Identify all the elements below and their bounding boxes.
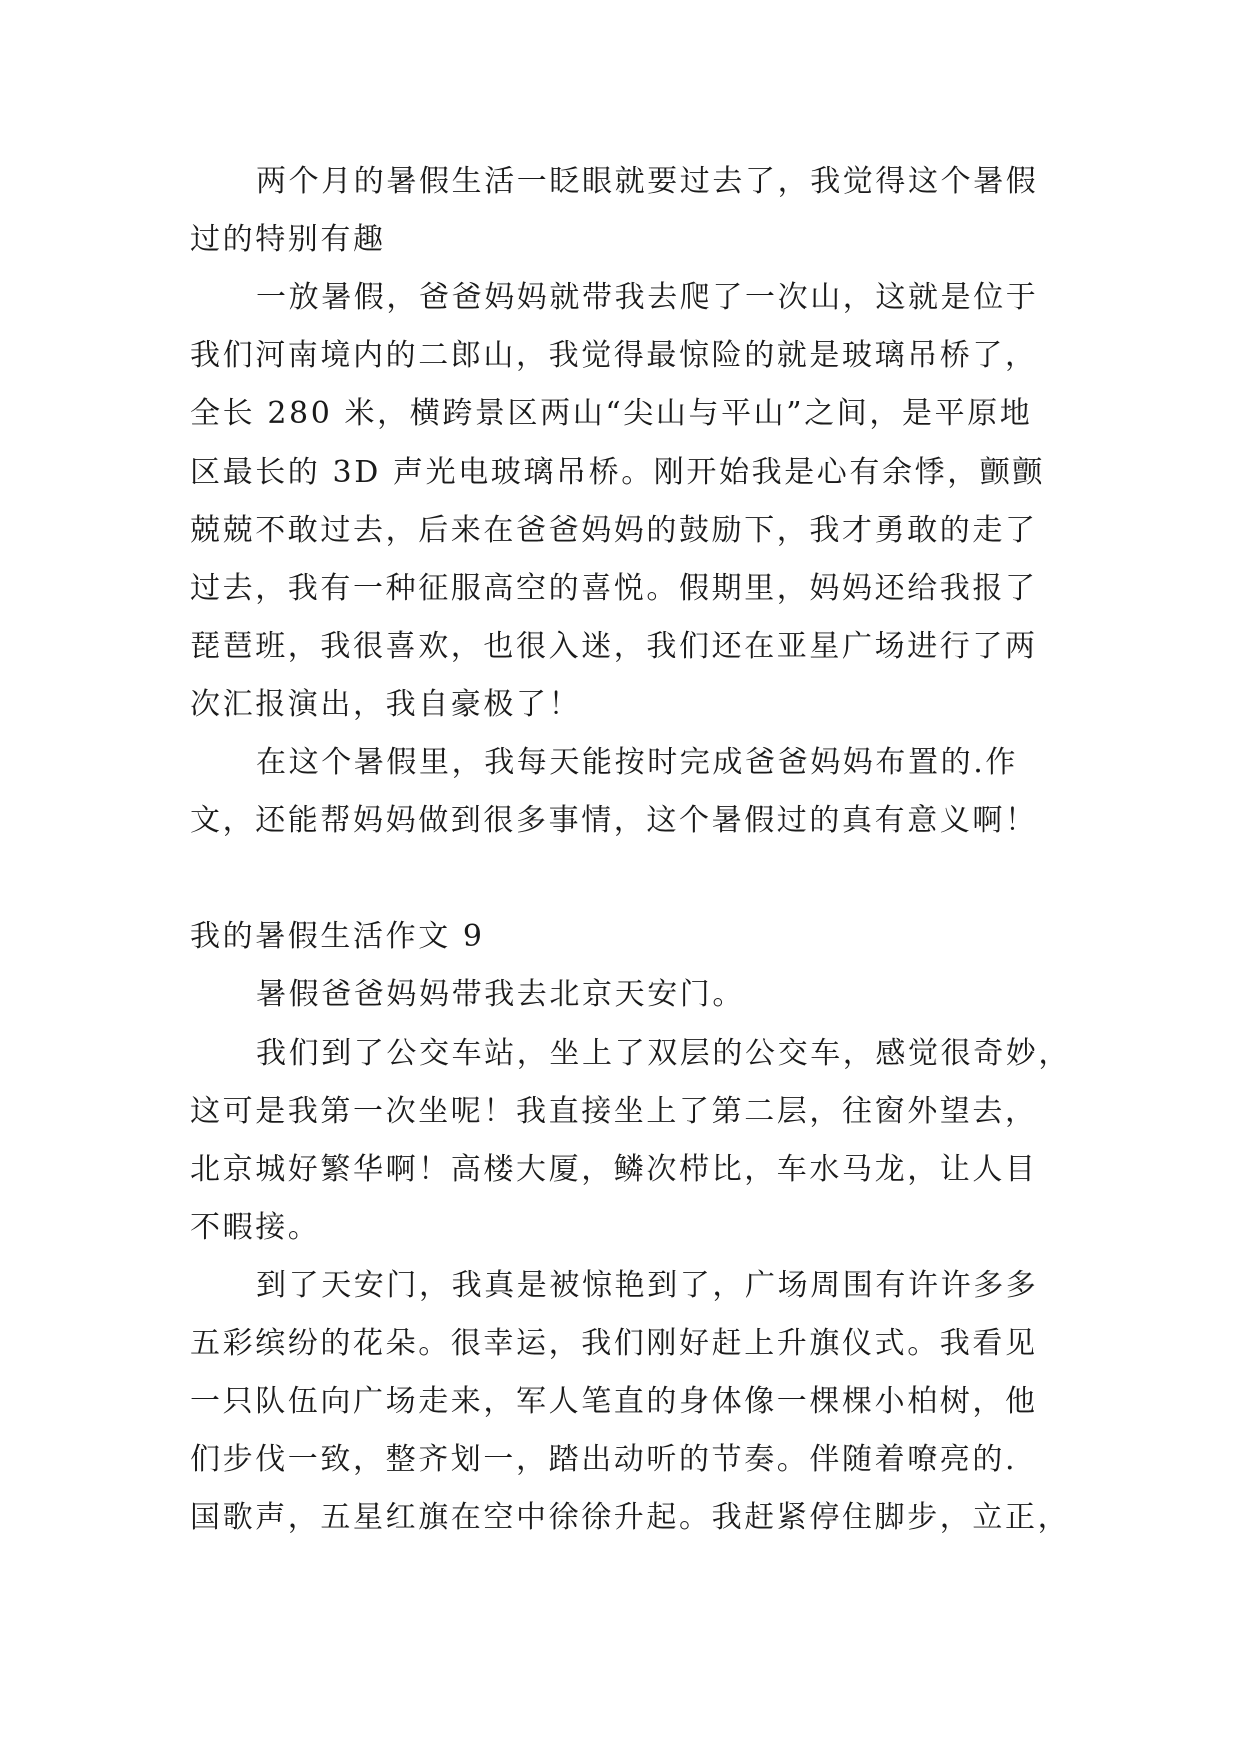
paragraph-5-line-4: 不暇接。 (190, 1210, 321, 1245)
paragraph-3-line-2: 文，还能帮妈妈做到很多事情，这个暑假过的真有意义啊！ (190, 803, 1038, 838)
paragraph-5-line-2: 这可是我第一次坐呢！我直接坐上了第二层，往窗外望去， (190, 1094, 1038, 1129)
paragraph-2-line-8: 次汇报演出，我自豪极了！ (190, 687, 582, 722)
paragraph-2-line-4: 区最长的 3D 声光电玻璃吊桥。刚开始我是心有余悸，颤颤 (190, 455, 1046, 490)
paragraph-6-line-3: 一只队伍向广场走来，军人笔直的身体像一棵棵小柏树，他 (190, 1384, 1038, 1419)
paragraph-2-line-5: 兢兢不敢过去，后来在爸爸妈妈的鼓励下，我才勇敢的走了 (190, 513, 1038, 548)
section-heading: 我的暑假生活作文 9 (190, 919, 485, 954)
paragraph-3-line-1: 在这个暑假里，我每天能按时完成爸爸妈妈布置的.作 (256, 745, 1018, 780)
paragraph-2-line-2: 我们河南境内的二郎山，我觉得最惊险的就是玻璃吊桥了， (190, 338, 1038, 373)
paragraph-2-line-7: 琵琶班，我很喜欢，也很入迷，我们还在亚星广场进行了两 (190, 629, 1038, 664)
paragraph-6-line-1: 到了天安门，我真是被惊艳到了，广场周围有许许多多 (256, 1268, 1039, 1303)
paragraph-6-line-2: 五彩缤纷的花朵。很幸运，我们刚好赶上升旗仪式。我看见 (190, 1326, 1038, 1361)
paragraph-4-line-1: 暑假爸爸妈妈带我去北京天安门。 (256, 977, 745, 1012)
paragraph-2-line-1: 一放暑假，爸爸妈妈就带我去爬了一次山，这就是位于 (256, 280, 1039, 315)
paragraph-1-line-1: 两个月的暑假生活一眨眼就要过去了，我觉得这个暑假 (256, 164, 1039, 199)
paragraph-1-line-2: 过的特别有趣 (190, 222, 386, 257)
paragraph-6-line-5: 国歌声，五星红旗在空中徐徐升起。我赶紧停住脚步，立正， (190, 1500, 1071, 1535)
paragraph-2-line-6: 过去，我有一种征服高空的喜悦。假期里，妈妈还给我报了 (190, 571, 1038, 606)
paragraph-2-line-3: 全长 280 米，横跨景区两山“尖山与平山”之间，是平原地 (190, 396, 1033, 431)
paragraph-5-line-1: 我们到了公交车站，坐上了双层的公交车，感觉很奇妙， (256, 1036, 1071, 1071)
paragraph-6-line-4: 们步伐一致，整齐划一，踏出动听的节奏。伴随着嘹亮的. (190, 1442, 1018, 1477)
paragraph-5-line-3: 北京城好繁华啊！高楼大厦，鳞次栉比，车水马龙，让人目 (190, 1152, 1038, 1187)
